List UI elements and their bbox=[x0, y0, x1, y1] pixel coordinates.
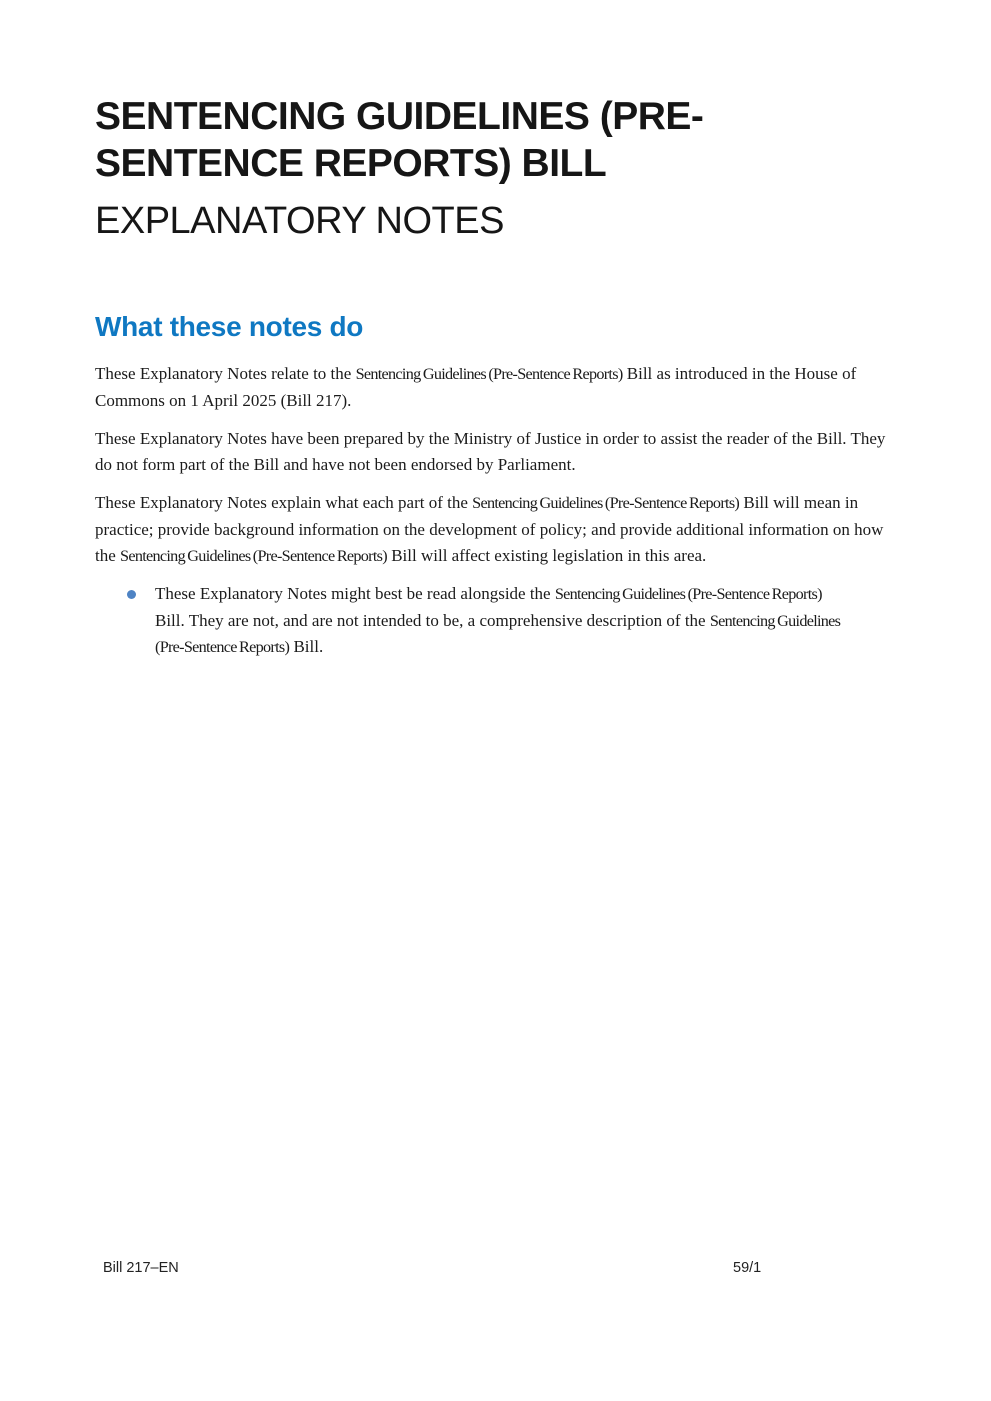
paragraph-text: These Explanatory Notes relate to the bbox=[95, 364, 356, 383]
bill-name-text: Sentencing Guidelines (Pre-Sentence Reports) bbox=[355, 365, 623, 383]
paragraph-text: These Explanatory Notes explain what each part of the bbox=[95, 493, 473, 512]
footer-serial-number: 59/1 bbox=[733, 1260, 762, 1276]
document-title-line-1: SENTENCING GUIDELINES (PRE- bbox=[95, 95, 704, 138]
paragraph-text: These Explanatory Notes might best be read alongside the bbox=[155, 584, 555, 603]
bill-name-text: Sentencing Guidelines (Pre-Sentence bbox=[554, 585, 770, 603]
document-title bbox=[95, 93, 895, 187]
paragraph bbox=[95, 361, 895, 414]
bill-name-text: Sentencing Guidelines (Pre-Sentence Reports) bbox=[120, 547, 387, 565]
paragraphs bbox=[95, 361, 895, 661]
section-heading: What these notes do bbox=[95, 311, 364, 342]
paragraph-text: Bill will affect existing legislation in this area. bbox=[386, 546, 707, 565]
paragraph bbox=[95, 426, 895, 479]
document-content bbox=[95, 93, 895, 661]
paragraph-text: Bill. bbox=[289, 637, 324, 656]
paragraph bbox=[95, 490, 895, 570]
bill-name-text: Sentencing Guidelines (Pre-Sentence Reports) bbox=[472, 494, 740, 512]
document-subtitle: EXPLANATORY NOTES bbox=[95, 200, 504, 242]
footer-bill-number: Bill 217–EN bbox=[103, 1260, 179, 1276]
bullet-icon bbox=[127, 590, 136, 599]
bullet-item bbox=[95, 581, 895, 661]
bill-name-text: Sentencing Guidelines (Pre-Sentence Reports) bbox=[155, 611, 841, 656]
bullet-text bbox=[155, 581, 855, 661]
bill-name-text: Reports) bbox=[769, 585, 822, 603]
paragraph-text: Bill as introduced in the House of Commons on 1 April 2025 (Bill 217). bbox=[95, 364, 857, 410]
document-title-line-2: SENTENCE REPORTS) BILL bbox=[95, 142, 607, 185]
page-footer bbox=[0, 1259, 991, 1279]
paragraph-text: These Explanatory Notes have been prepared by the Ministry of Justice in order to assist the reader of the Bill. They do not form part of the Bill and have not been endorsed by Parliament. bbox=[95, 428, 886, 474]
paragraph-text: Bill. They are not, and are not intended to be, a comprehensive description of the bbox=[155, 610, 710, 630]
paragraph-text: Bill will mean in practice; provide background information on the development of policy; and provide additional information on how the bbox=[95, 493, 884, 565]
